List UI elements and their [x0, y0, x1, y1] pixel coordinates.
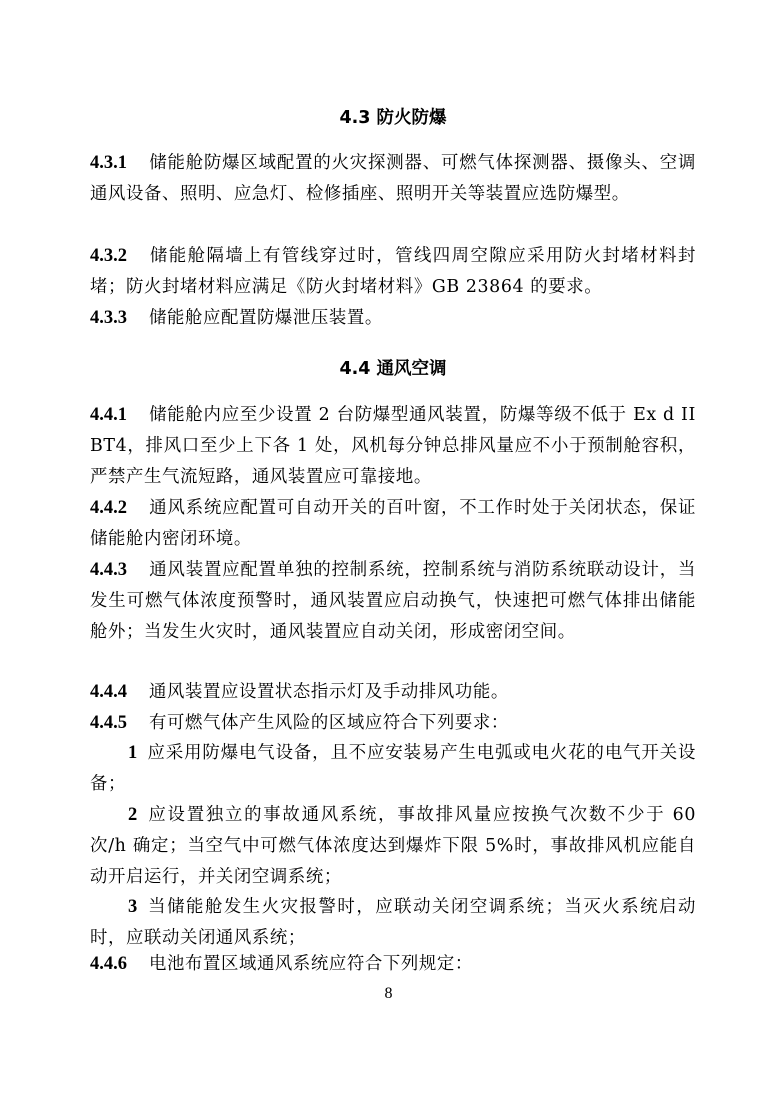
clause-4-4-6: [90, 949, 696, 980]
clause-number: 4.4.5: [90, 713, 127, 733]
list-item-2: [90, 800, 696, 894]
list-item-text: 当储能舱发生火灾报警时，应联动关闭空调系统；当灭火系统启动时，应联动关闭通风系统；: [90, 897, 696, 949]
clause-text: 通风装置应配置单独的控制系统，控制系统与消防系统联动设计，当发生可燃气体浓度预警时，通风装置应启动换气，快速把可燃气体排出储能舱外；当发生火灾时，通风装置应自动关闭，形成密闭空间。: [90, 560, 696, 643]
clause-number: 4.4.1: [90, 405, 127, 425]
list-item-text: 应设置独立的事故通风系统，事故排风量应按换气次数不少于 60 次/h 确定；当空气中可燃气体浓度达到爆炸下限 5%时，事故排风机应能自动开启运行，并关闭空调系统；: [90, 805, 696, 888]
list-item-3: [90, 892, 696, 954]
clause-4-3-3: [90, 303, 696, 334]
clause-number: 4.3.3: [90, 308, 127, 328]
clause-number: 4.4.4: [90, 682, 127, 702]
clause-text: 电池布置区域通风系统应符合下列规定：: [149, 954, 473, 974]
clause-text: 通风系统应配置可自动开关的百叶窗，不工作时处于关闭状态，保证储能舱内密闭环境。: [90, 498, 696, 550]
clause-number: 4.4.3: [90, 560, 127, 580]
clause-number: 4.4.6: [90, 954, 127, 974]
clause-text: 通风装置应设置状态指示灯及手动排风功能。: [149, 682, 509, 702]
clause-text: 储能舱应配置防爆泄压装置。: [149, 308, 383, 328]
list-item-number: 3: [128, 897, 138, 917]
clause-4-4-1: [90, 400, 696, 494]
clause-4-3-1: [90, 148, 696, 210]
section-heading-4-3: 4.3 防火防爆: [339, 108, 447, 128]
page-number: 8: [384, 985, 393, 1002]
clause-number: 4.3.1: [90, 153, 127, 173]
clause-number: 4.3.2: [90, 246, 127, 266]
list-item-number: 1: [128, 743, 138, 763]
clause-4-4-4: [90, 677, 696, 708]
clause-text: 储能舱防爆区域配置的火灾探测器、可燃气体探测器、摄像头、空调通风设备、照明、应急灯、检修插座、照明开关等装置应选防爆型。: [90, 153, 696, 205]
clause-text: 有可燃气体产生风险的区域应符合下列要求：: [149, 713, 509, 733]
list-item-number: 2: [128, 805, 138, 825]
clause-4-3-2: [90, 241, 696, 303]
clause-4-4-5: [90, 708, 696, 739]
section-heading-4-4: 4.4 通风空调: [339, 359, 447, 379]
clause-text: 储能舱隔墙上有管线穿过时，管线四周空隙应采用防火封堵材料封堵；防火封堵材料应满足《防火封堵材料》GB 23864 的要求。: [90, 246, 696, 298]
clause-number: 4.4.2: [90, 498, 127, 518]
clause-4-4-3: [90, 555, 696, 649]
clause-text: 储能舱内应至少设置 2 台防爆型通风装置，防爆等级不低于 Ex d II BT4，排风口至少上下各 1 处，风机每分钟总排风量应不小于预制舱容积，严禁产生气流短路，通风装置应可靠接地。: [90, 405, 696, 488]
clause-4-4-2: [90, 493, 696, 555]
list-item-1: [90, 738, 696, 800]
list-item-text: 应采用防爆电气设备，且不应安装易产生电弧或电火花的电气开关设备；: [90, 743, 696, 795]
